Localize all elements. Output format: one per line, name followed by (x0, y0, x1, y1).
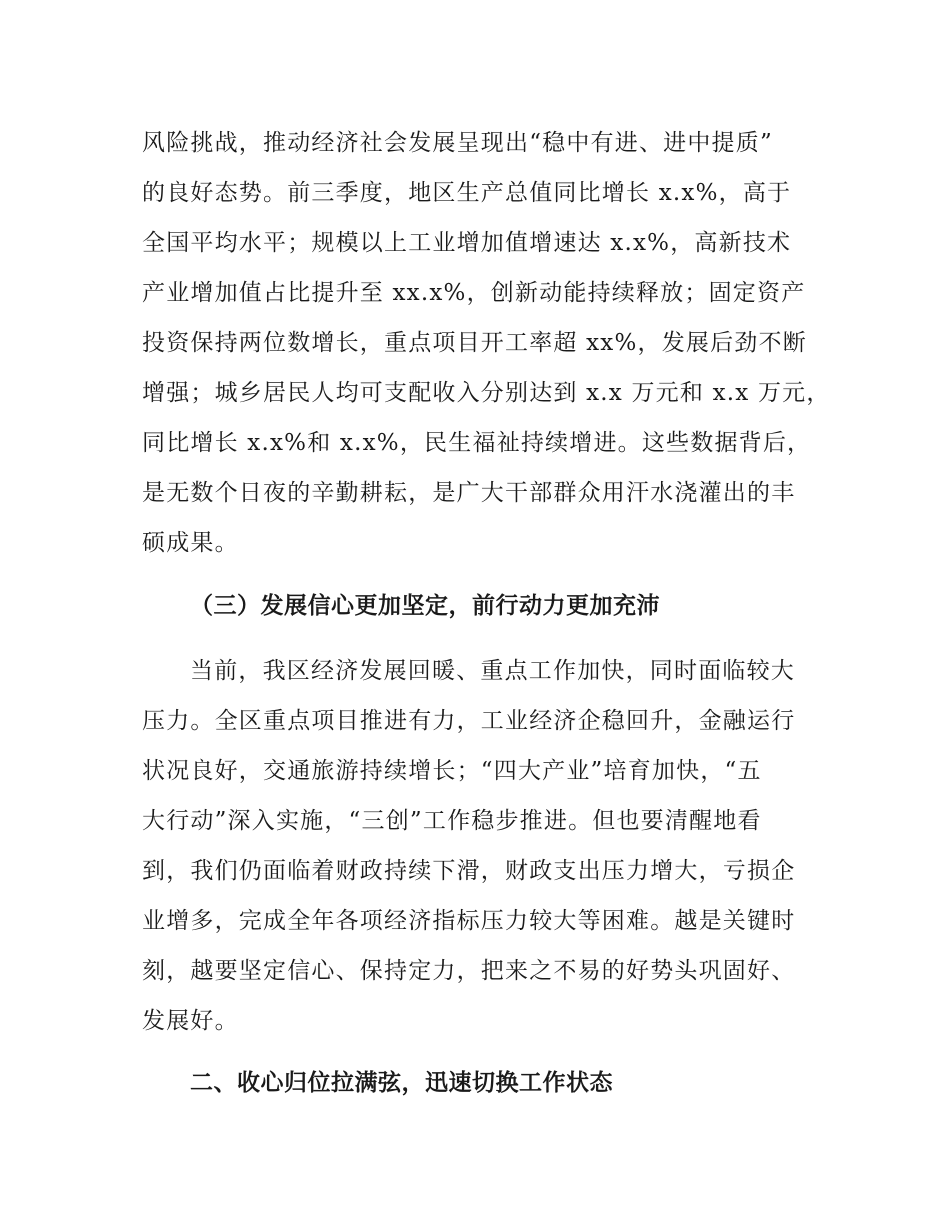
paragraph-1-line: 同比增长 x.x%和 x.x%，民生福祉持续增进。这些数据背后， (142, 430, 812, 456)
paragraph-2-line: 压力。全区重点项目推进有力，工业经济企稳回升，金融运行 (142, 708, 796, 734)
paragraph-2-line: 业增多，完成全年各项经济指标压力较大等困难。越是关键时 (142, 908, 796, 934)
paragraph-1-line: 投资保持两位数增长，重点项目开工率超 xx%，发展后劲不断 (142, 330, 807, 356)
paragraph-1-line: 是无数个日夜的辛勤耕耘，是广大干部群众用汗水浇灌出的丰 (142, 480, 796, 506)
paragraph-2-line: 大行动”深入实施，“三创”工作稳步推进。但也要清醒地看 (142, 808, 762, 834)
paragraph-1-line: 全国平均水平；规模以上工业增加值增速达 x.x%，高新技术 (142, 230, 792, 256)
paragraph-2-line: 当前，我区经济发展回暖、重点工作加快，同时面临较大 (190, 658, 795, 684)
paragraph-1-line: 增强；城乡居民人均可支配收入分别达到 x.x 万元和 x.x 万元， (142, 380, 831, 406)
part-heading: 二、收心归位拉满弦，迅速切换工作状态 (190, 1070, 613, 1096)
paragraph-1-line: 硕成果。 (142, 530, 239, 556)
section-heading: （三）发展信心更加坚定，前行动力更加充沛 (190, 593, 660, 619)
paragraph-1-line: 风险挑战，推动经济社会发展呈现出“稳中有进、进中提质” (142, 130, 773, 156)
paragraph-2-line: 刻，越要坚定信心、保持定力，把来之不易的好势头巩固好、 (142, 958, 796, 984)
paragraph-1-line: 的良好态势。前三季度，地区生产总值同比增长 x.x%，高于 (142, 180, 792, 206)
paragraph-1-line: 产业增加值占比提升至 xx.x%，创新动能持续释放；固定资产 (142, 280, 806, 306)
paragraph-2-line: 到，我们仍面临着财政持续下滑，财政支出压力增大，亏损企 (142, 858, 796, 884)
paragraph-2-line: 发展好。 (142, 1008, 239, 1034)
paragraph-2-line: 状况良好，交通旅游持续增长；“四大产业”培育加快，“五 (142, 758, 762, 784)
